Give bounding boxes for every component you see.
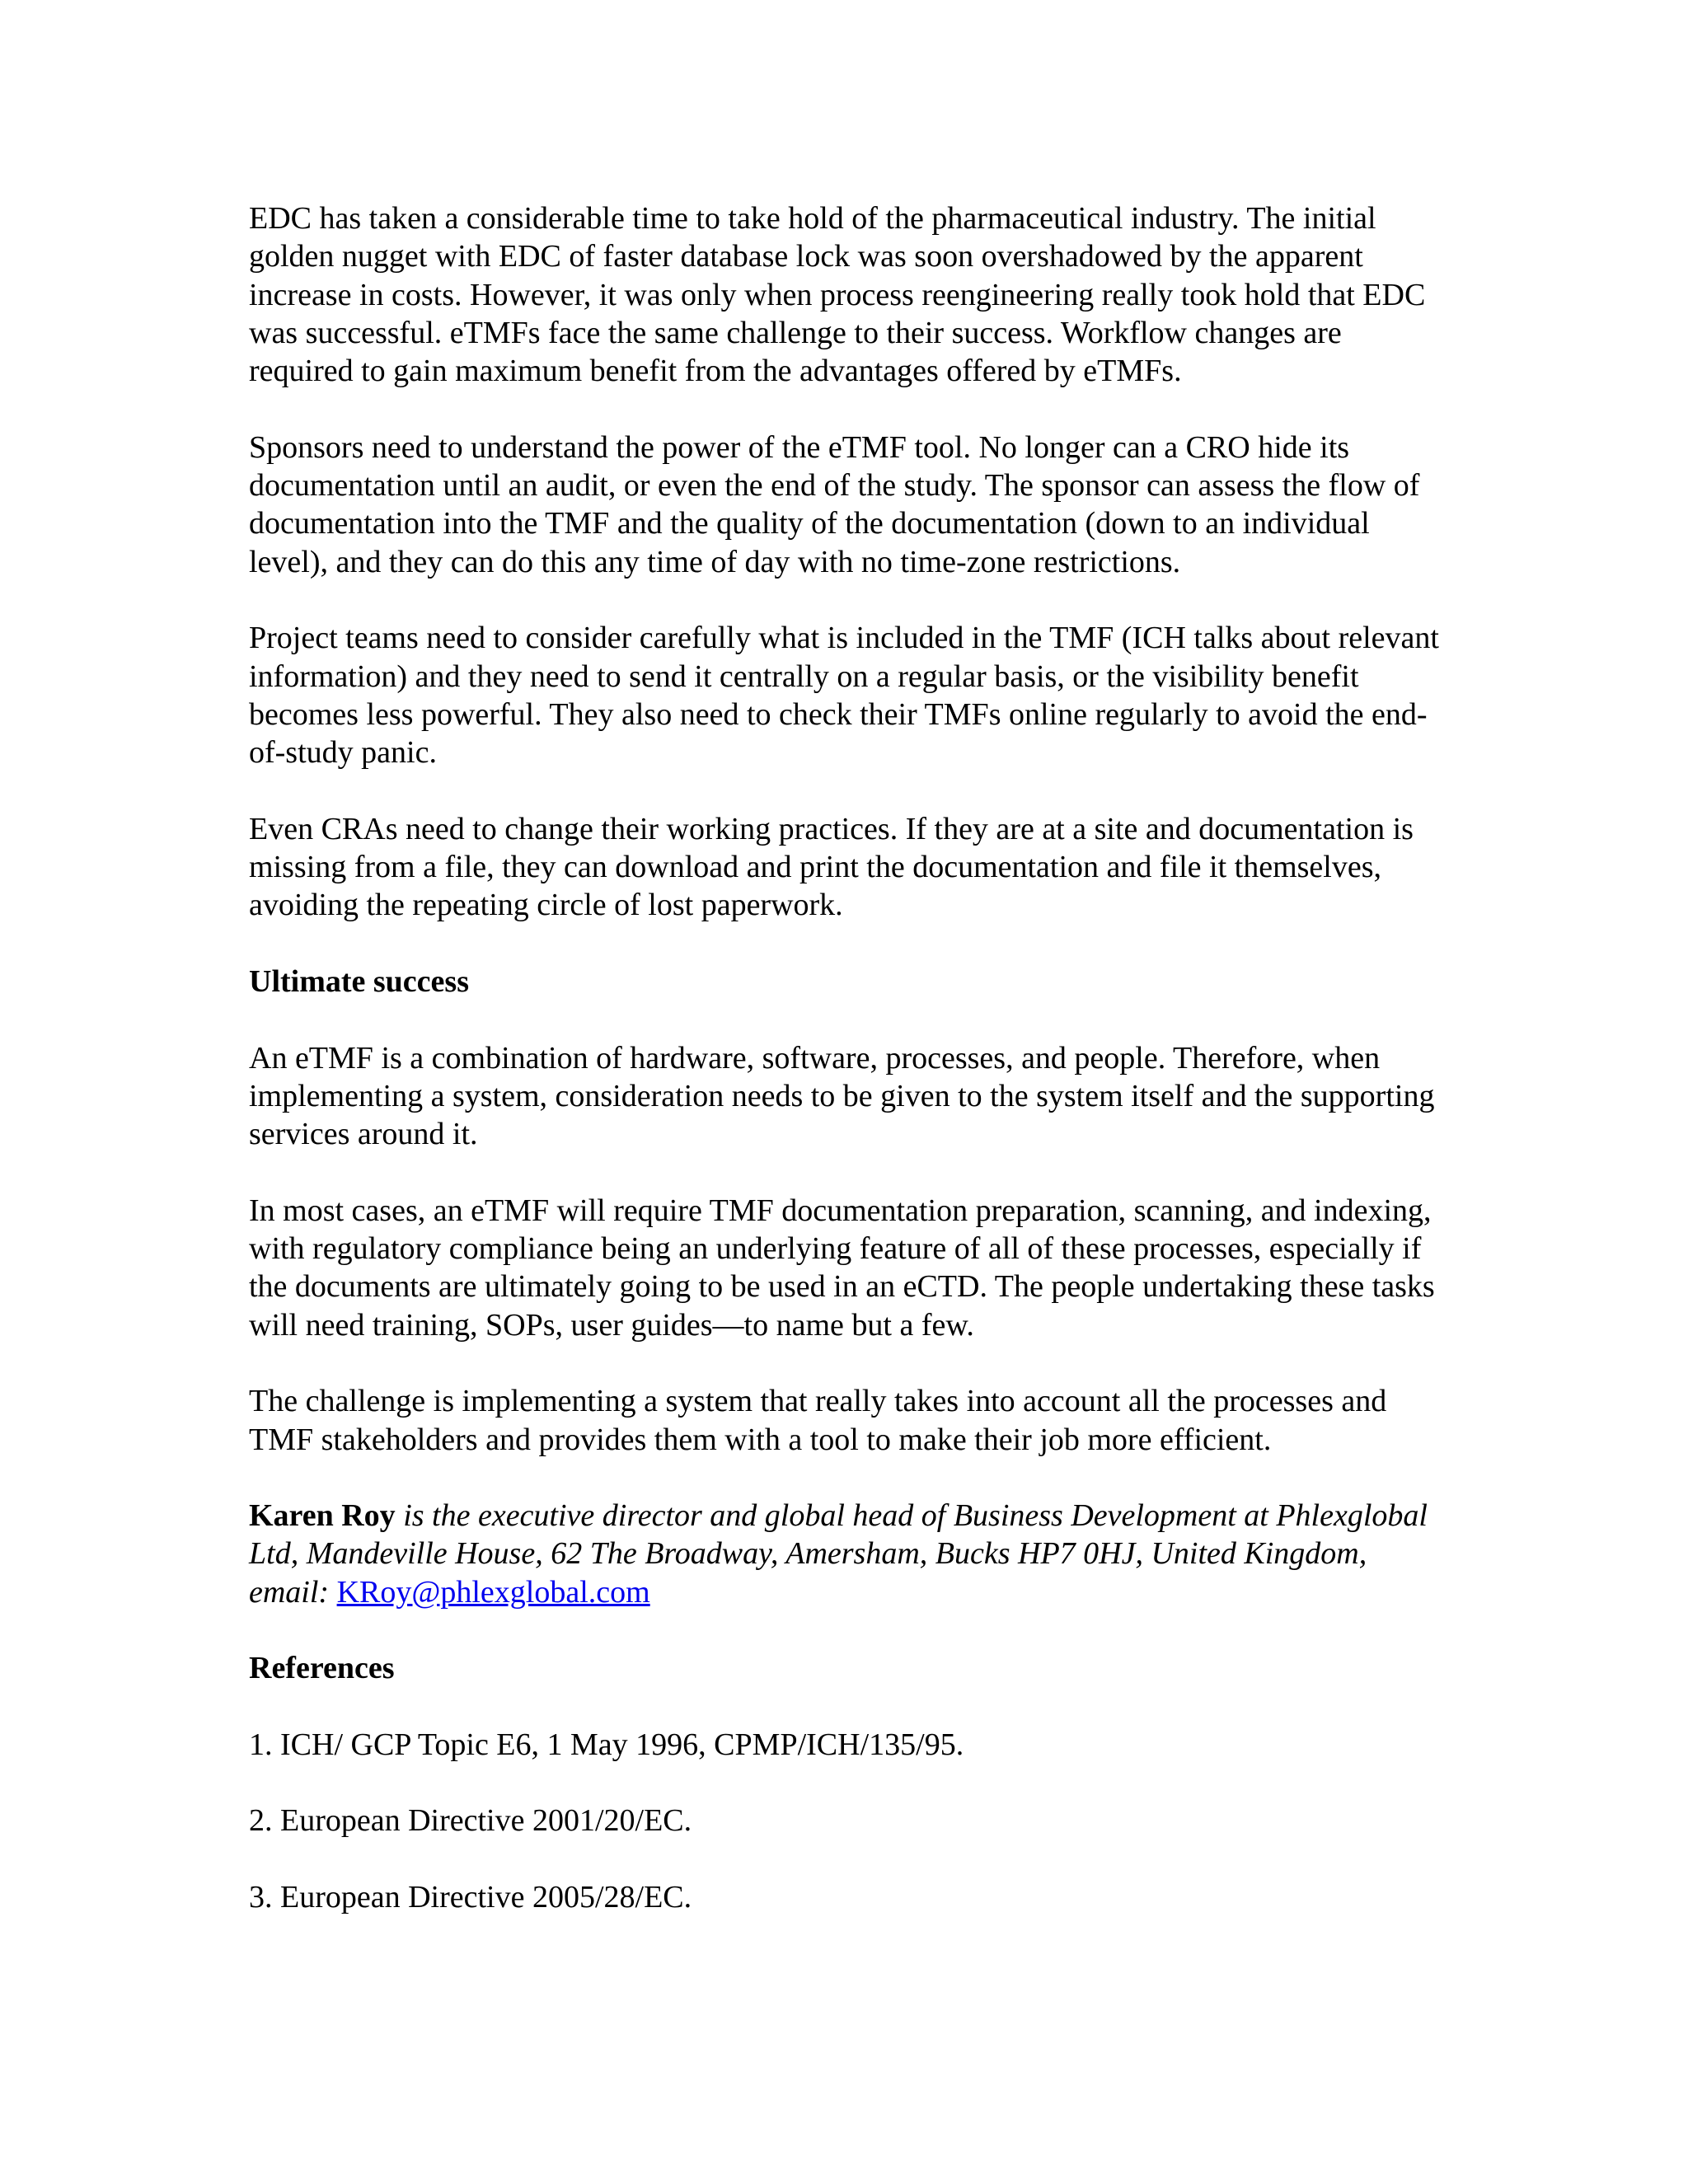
author-name: Karen Roy [249,1498,396,1534]
body-paragraph: An eTMF is a combination of hardware, software, processes, and people. Therefore, when implementing a system, consideration needs to be given to the system itself and the supporting services around it. [249,1040,1435,1152]
reference-item: 3. European Directive 2005/28/EC. [249,1880,692,1915]
body-paragraph: Even CRAs need to change their working practices. If they are at a site and documentation is missing from a file, they can download and print the documentation and file it themselves, avoiding the repeating circle of lost paperwork. [249,811,1414,923]
body-paragraph: Sponsors need to understand the power of the eTMF tool. No longer can a CRO hide its documentation until an audit, or even the end of the study. The sponsor can assess the flow of documentation into the TMF and the quality of the documentation (down to an individual level), and they can do this any time of day with no time-zone restrictions. [249,429,1420,579]
author-bio-text: is the executive director and global head of Business Development at Phlexglobal Ltd, Mandeville House, 62 The Broadway, Amersham, Bucks HP7 0HJ, United Kingdom, email: [249,1498,1428,1610]
reference-item: 2. European Directive 2001/20/EC. [249,1803,692,1839]
body-paragraph: In most cases, an eTMF will require TMF documentation preparation, scanning, and indexing, with regulatory compliance being an underlying feature of all of these processes, especially if the documents are ultimately going to be used in an eCTD. The people undertaking these tasks will need training, SOPs, user guides—to name but a few. [249,1193,1435,1343]
author-bio [249,1497,1452,1611]
author-email-link[interactable]: KRoy@phlexglobal.com [336,1574,650,1610]
body-paragraph: EDC has taken a considerable time to take hold of the pharmaceutical industry. The initial golden nugget with EDC of faster database lock was soon overshadowed by the apparent increase in costs. However, it was only when process reengineering really took hold that EDC was successful. eTMFs face the same challenge to their success. Workflow changes are required to gain maximum benefit from the advantages offered by eTMFs. [249,201,1426,389]
section-heading-ultimate-success: Ultimate success [249,963,469,999]
body-paragraph: Project teams need to consider carefully what is included in the TMF (ICH talks about relevant information) and they need to send it centrally on a regular basis, or the visibility benefit becomes less powerful. They also need to check their TMFs online regularly to avoid the end-of-study panic. [249,621,1439,771]
body-paragraph: The challenge is implementing a system that really takes into account all the processes and TMF stakeholders and provides them with a tool to make their job more efficient. [249,1384,1387,1457]
references-heading: References [249,1651,395,1686]
document-page [249,199,1452,1955]
reference-item: 1. ICH/ GCP Topic E6, 1 May 1996, CPMP/ICH/135/95. [249,1727,964,1762]
